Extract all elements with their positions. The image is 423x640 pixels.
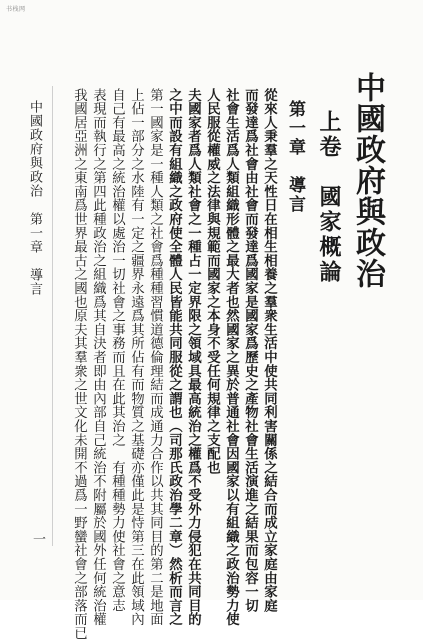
body-column-6: 之中而設有組織之政府使全體人民皆能共同服從之謂也（司那氏政治學二章）然析而言之 bbox=[166, 88, 183, 627]
part-title: 上卷 國家概論 bbox=[316, 110, 342, 285]
page-number: 一 bbox=[30, 532, 45, 545]
chapter-title: 第一章 導言 bbox=[285, 100, 305, 214]
body-column-7: 第一國家是一種人類之社會爲種種習慣道德倫理結而成通力合作以共其同目的第二是地面 bbox=[147, 88, 163, 627]
viewer-watermark-label: 书栈网 bbox=[6, 6, 26, 13]
body-column-10: 表現而執行之第四此種政治之組織爲其自決者即由內部自己統治不附屬於國外任何統治權 bbox=[90, 88, 106, 627]
body-column-1: 從來人秉羣之天性日在相生相養之羣衆生活中使共同利害關係之結合而成立家庭由家庭 bbox=[261, 88, 278, 613]
body-column-11: 我國居亞洲之東南爲世界最古之國也原夫其羣衆之世文化未開不過爲一野蠻社會之部落而已 bbox=[71, 88, 87, 640]
body-column-8: 上佔一部分之水陸有一定之疆界永遠爲其所佔有而物質之基礎亦僅此是恃第三在此領域內 bbox=[128, 88, 144, 627]
body-column-3: 社會生活爲人類組織形體之最大者也然國家之異於普通社會因國家以有組織之政治勢力使 bbox=[223, 88, 240, 627]
body-column-9: 自己有最高之統治權以處治一切社會之事務而且在此其治之 有種種勢力使社會之意志 bbox=[109, 88, 125, 613]
running-footer: 中國政府與政治 第一章 導言 bbox=[27, 100, 42, 296]
body-column-5: 夫國家者爲人類社會之一種占一定界限之領域具最高統治之權爲不受外力侵犯在共同目的 bbox=[185, 88, 202, 627]
body-column-2: 而發達爲社會由社會而發達爲國家是國家爲歷史之產物社會生活演進之結果而包容一切 bbox=[242, 88, 259, 613]
column-divider bbox=[52, 86, 53, 546]
body-column-4: 人民服從權威之法律與規範而國家之本身不受任何規律之支配也 bbox=[204, 88, 221, 475]
book-title: 中國政府與政治 bbox=[350, 72, 385, 289]
